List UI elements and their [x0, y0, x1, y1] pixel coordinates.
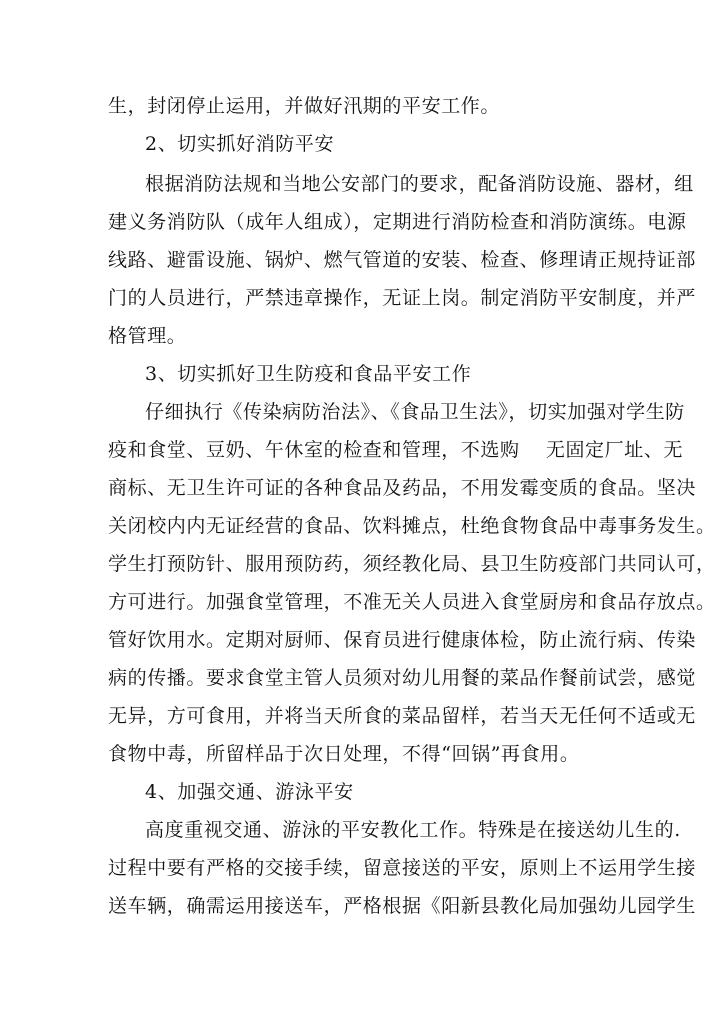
text-line: 过程中要有严格的交接手续，留意接送的平安，原则上不运用学生接	[108, 857, 697, 879]
text-line: 根据消防法规和当地公安部门的要求，配备消防设施、器材，组	[145, 173, 694, 195]
text-line: 格管理。	[108, 325, 187, 347]
text-line: 无异，方可食用，并将当天所食的菜品留样，若当天无任何不适或无	[108, 705, 697, 727]
text-line: 送车辆，确需运用接送车，严格根据《阳新县教化局加强幼儿园学生	[108, 895, 697, 917]
section-heading-fire-safety: 2、切实抓好消防平安	[145, 133, 335, 155]
text-line: 生，封闭停止运用，并做好汛期的平安工作。	[108, 95, 501, 117]
text-line: 门的人员进行，严禁违章操作，无证上岗。制定消防平安制度，并严	[108, 287, 697, 309]
section-heading-hygiene-food-safety: 3、切实抓好卫生防疫和食品平安工作	[145, 363, 472, 385]
text-line: 高度重视交通、游泳的平安教化工作。特殊是在接送幼儿生的.	[145, 819, 681, 841]
text-line: 食物中毒，所留样品于次日处理，不得“回锅”再食用。	[108, 743, 580, 765]
text-line: 仔细执行《传染病防治法》、《食品卫生法》，切实加强对学生防	[145, 401, 685, 423]
text-line: 商标、无卫生许可证的各种食品及药品，不用发霉变质的食品。坚决	[108, 477, 697, 499]
text-line: 关闭校内内无证经营的食品、饮料摊点，杜绝食物食品中毒事务发生。	[108, 515, 716, 537]
text-line: 线路、避雷设施、锅炉、燃气管道的安装、检查、修理请正规持证部	[108, 249, 697, 271]
text-line: 建义务消防队（成年人组成），定期进行消防检查和消防演练。电源	[108, 211, 687, 233]
text-line: 学生打预防针、服用预防药，须经教化局、县卫生防疫部门共同认可，	[108, 553, 716, 575]
text-line: 疫和食堂、豆奶、午休室的检查和管理，不选购 无固定厂址、无	[108, 439, 684, 461]
text-line: 病的传播。要求食堂主管人员须对幼儿用餐的菜品作餐前试尝，感觉	[108, 667, 697, 689]
text-line: 管好饮用水。定期对厨师、保育员进行健康体检，防止流行病、传染	[108, 629, 697, 651]
section-heading-traffic-swimming: 4、加强交通、游泳平安	[145, 781, 354, 803]
text-line: 方可进行。加强食堂管理，不准无关人员进入食堂厨房和食品存放点。	[108, 591, 716, 613]
